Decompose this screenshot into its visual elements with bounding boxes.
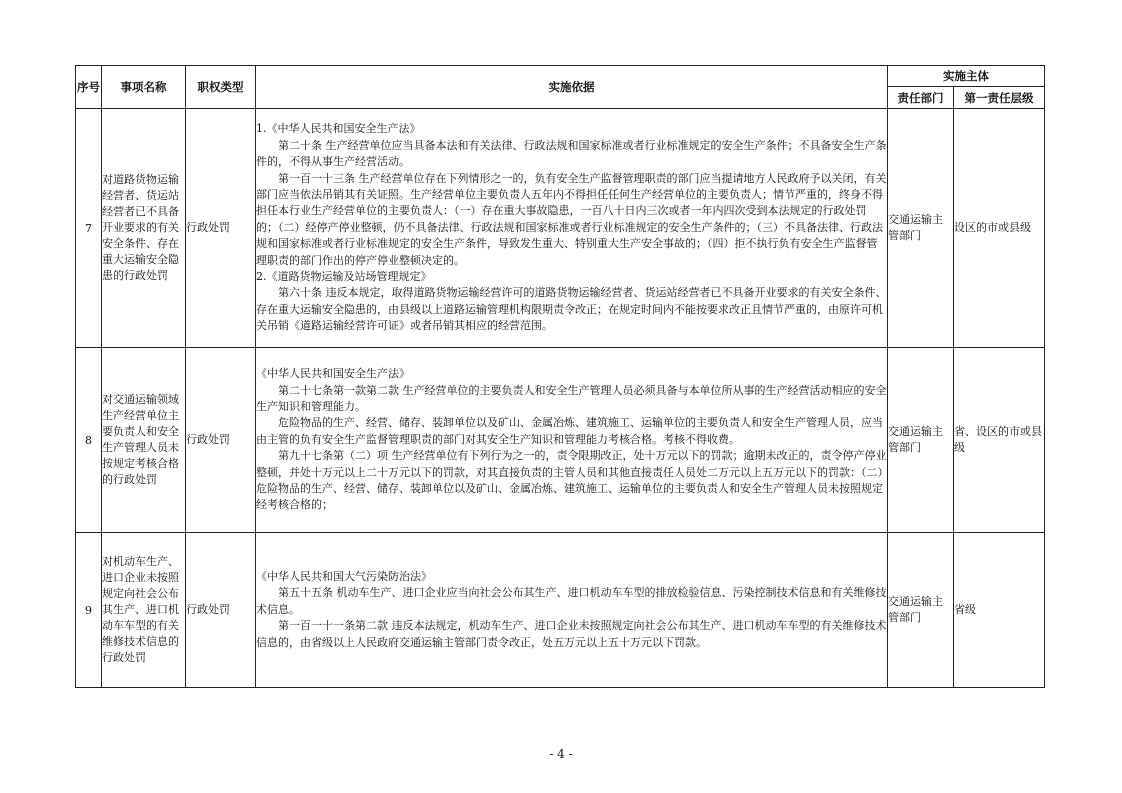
row-item-name: 对道路货物运输经营者、货运站经营者已不具备开业要求的有关安全条件、存在重大运输安全隐患的行政处罚 xyxy=(102,109,186,348)
enforcement-table xyxy=(75,65,1045,688)
row-item-name: 对交通运输领域生产经营单位主要负责人和安全生产管理人员未按规定考核合格的行政处罚 xyxy=(102,348,186,533)
basis-paragraph: 第五十五条 机动车生产、进口企业应当向社会公布其生产、进口机动车车型的排放检验信息、污染控制技术信息和有关维修技术信息。 xyxy=(256,586,887,616)
row-level: 省、设区的市或县级 xyxy=(954,348,1045,533)
row-item-name: 对机动车生产、进口企业未按照规定向社会公布其生产、进口机动车车型的有关维修技术信息的行政处罚 xyxy=(102,533,186,688)
row-dept: 交通运输主管部门 xyxy=(888,533,954,688)
row-level: 设区的市或县级 xyxy=(954,109,1045,348)
row-basis xyxy=(256,348,888,533)
basis-paragraph: 第二十七条第一款第二款 生产经营单位的主要负责人和安全生产管理人员必须具备与本单位所从事的生产经营活动相应的安全生产知识和管理能力。 xyxy=(256,383,887,413)
header-dept: 责任部门 xyxy=(888,87,954,109)
basis-paragraph: 《中华人民共和国大气污染防治法》 xyxy=(256,569,432,583)
row-basis xyxy=(256,533,888,688)
basis-paragraph: 第一百一十三条 生产经营单位存在下列情形之一的，负有安全生产监督管理职责的部门应当提请地方人民政府予以关闭，有关部门应当依法吊销其有关证照。生产经营单位主要负责人五年内不得担任任何生产经营单位的主要负责人；情节严重的，终身不得担任本行业生产经营单位的主要负责人：（一）存在重大事故隐患，一百八十日内三次或者一年内四次受到本法规定的行政处罚的；（二）经停产停业整顿，仍不具备法律、行政法规和国家标准或者行业标准规定的安全生产条件的；（三）不具备法律、行政法规和国家标准或者行业标准规定的安全生产条件，导致发生重大、特别重大生产安全事故的；（四）拒不执行负有安全生产监督管理职责的部门作出的停产停业整顿决定的。 xyxy=(256,171,887,267)
basis-paragraph: 第一百一十一条第二款 违反本法规定，机动车生产、进口企业未按照规定向社会公布其生产、进口机动车车型的有关维修技术信息的，由省级以上人民政府交通运输主管部门责令改正，处五万元以上五十万元以下罚款。 xyxy=(256,619,887,649)
basis-paragraph: 2.《道路货物运输及站场管理规定》 xyxy=(256,270,432,284)
basis-paragraph: 第六十条 违反本规定，取得道路货物运输经营许可的道路货物运输经营者、货运站经营者已不具备开业要求的有关安全条件、存在重大运输安全隐患的，由县级以上道路运输管理机构限期责令改正；在规定时间内不能按要求改正且情节严重的，由原许可机关吊销《道路运输经营许可证》或者吊销其相应的经营范围。 xyxy=(256,286,887,333)
row-seq: 9 xyxy=(76,533,102,688)
row-basis xyxy=(256,109,888,348)
table-row xyxy=(76,533,1045,688)
row-dept: 交通运输主管部门 xyxy=(888,109,954,348)
row-power-type: 行政处罚 xyxy=(186,348,256,533)
basis-paragraph: 第二十条 生产经营单位应当具备本法和有关法律、行政法规和国家标准或者行业标准规定的安全生产条件；不具备安全生产条件的，不得从事生产经营活动。 xyxy=(256,138,887,169)
basis-paragraph: 第九十七条第（二）项 生产经营单位有下列行为之一的，责令限期改正，处十万元以下的罚款；逾期未改正的，责令停产停业整顿，并处十万元以上二十万元以下的罚款，对其直接负责的主管人员和其他直接责任人员处二万元以上五万元以下的罚款：（二）危险物品的生产、经营、储存、装卸单位以及矿山、金属冶炼、建筑施工、运输单位的主要负责人和安全生产管理人员未按照规定经考核合格的； xyxy=(256,449,887,512)
header-seq: 序号 xyxy=(76,66,102,109)
row-level: 省级 xyxy=(954,533,1045,688)
header-type: 职权类型 xyxy=(186,66,256,109)
table-row xyxy=(76,109,1045,348)
header-subject: 实施主体 xyxy=(888,66,1045,87)
row-seq: 8 xyxy=(76,348,102,533)
row-power-type: 行政处罚 xyxy=(186,533,256,688)
row-dept: 交通运输主管部门 xyxy=(888,348,954,533)
header-level: 第一责任层级 xyxy=(954,87,1045,109)
header-basis: 实施依据 xyxy=(256,66,888,109)
basis-paragraph: 危险物品的生产、经营、储存、装卸单位以及矿山、金属冶炼、建筑施工、运输单位的主要负责人和安全生产管理人员，应当由主管的负有安全生产监督管理职责的部门对其安全生产知识和管理能力考核合格。考核不得收费。 xyxy=(256,416,883,446)
basis-paragraph: 1.《中华人民共和国安全生产法》 xyxy=(256,122,421,136)
row-power-type: 行政处罚 xyxy=(186,109,256,348)
header-name: 事项名称 xyxy=(102,66,186,109)
basis-paragraph: 《中华人民共和国安全生产法》 xyxy=(256,367,410,381)
table-row xyxy=(76,348,1045,533)
page-number: - 4 - xyxy=(549,747,573,761)
row-seq: 7 xyxy=(76,109,102,348)
